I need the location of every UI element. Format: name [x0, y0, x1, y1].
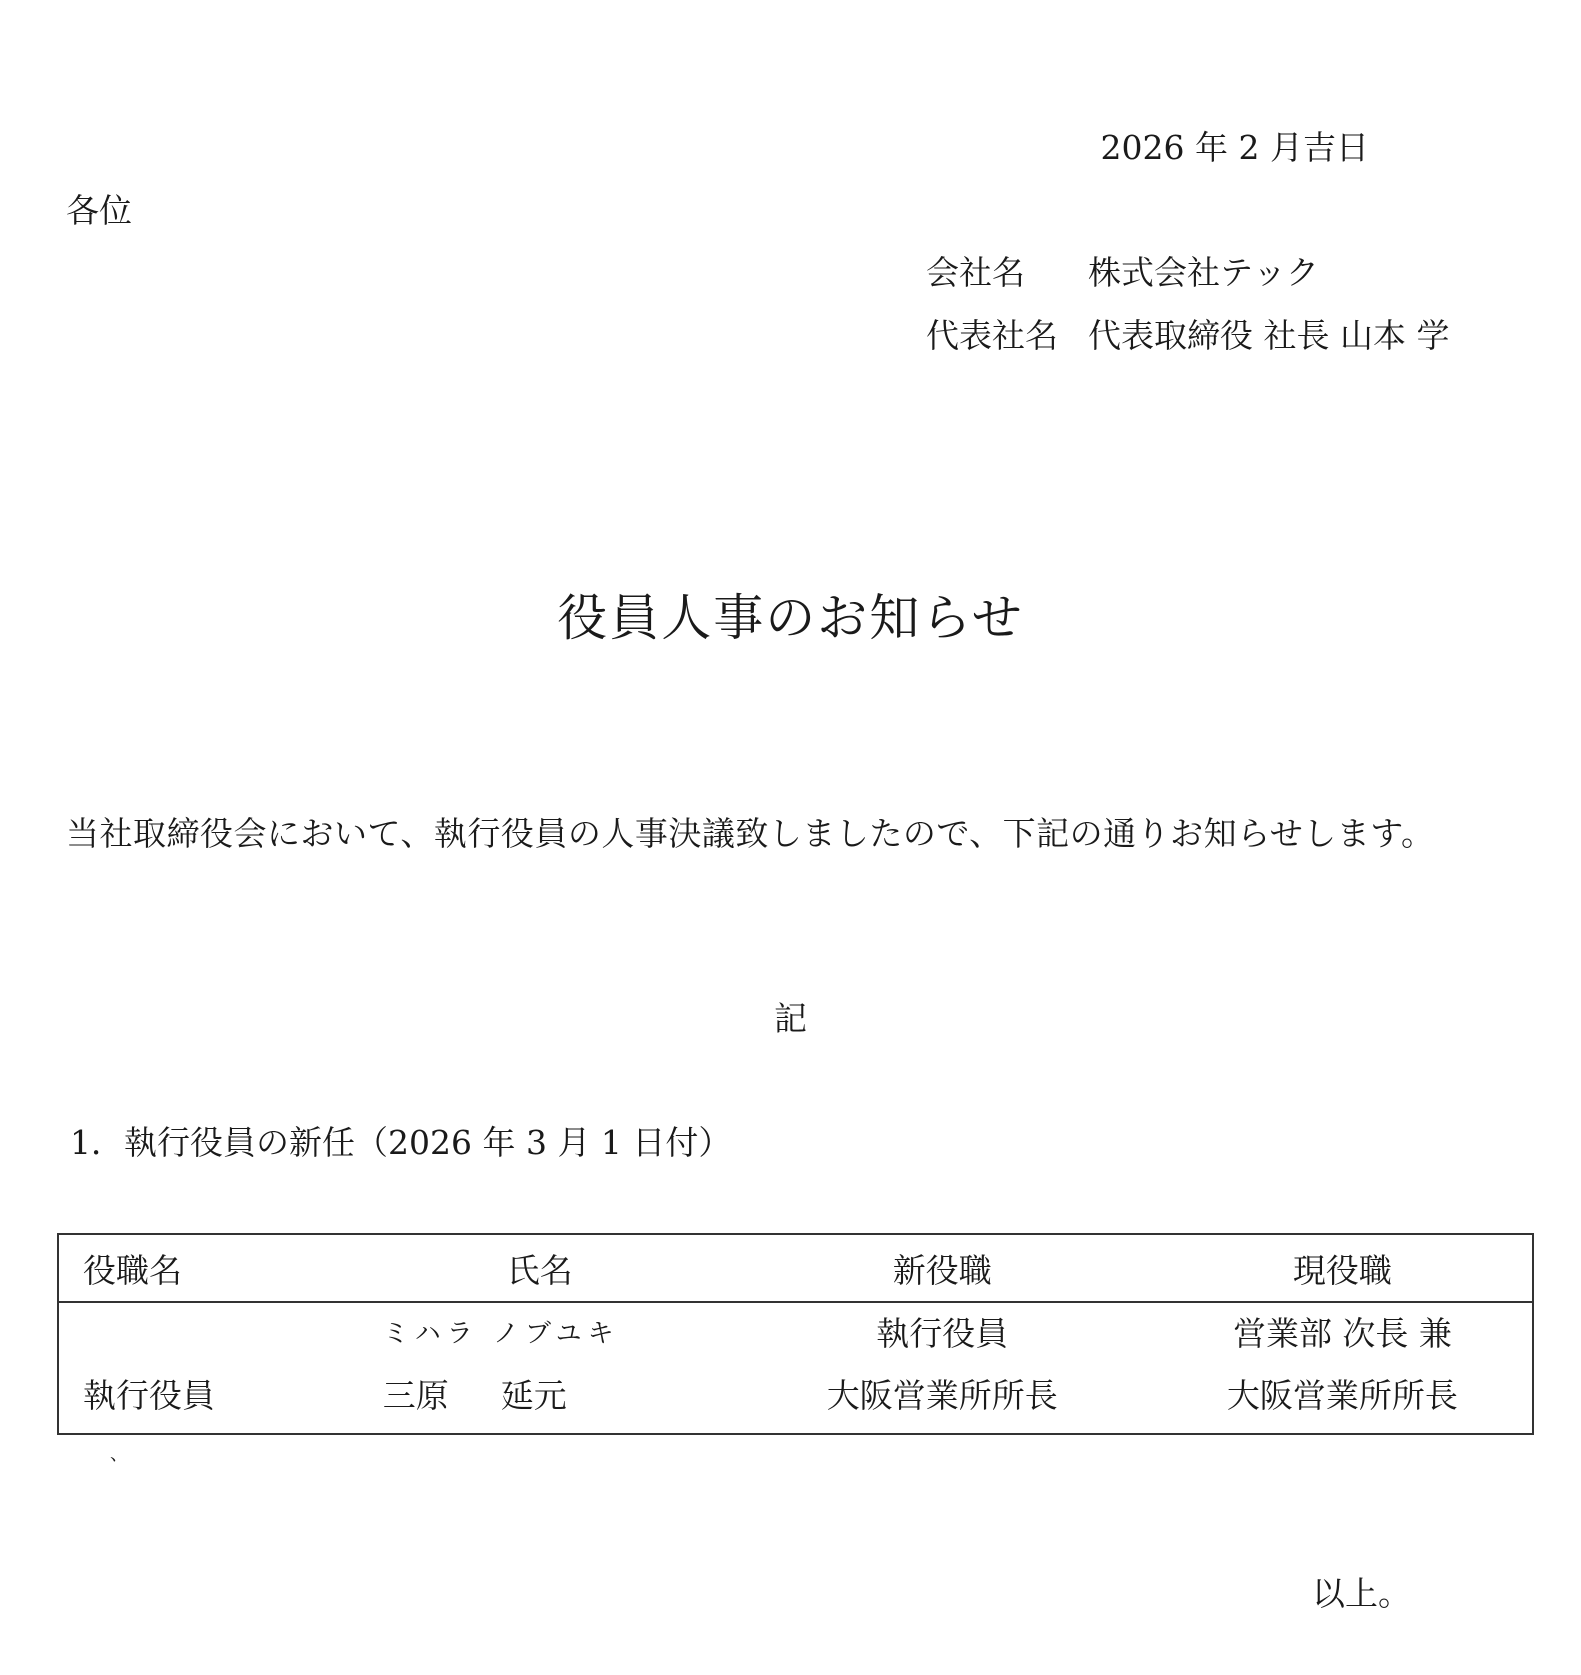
- position-text: 執行役員: [83, 1376, 215, 1415]
- table-header-row: [58, 1234, 1533, 1302]
- table-row: [58, 1302, 1533, 1434]
- stray-mark: 、: [110, 1444, 128, 1465]
- cell-new-role: [732, 1302, 1153, 1434]
- current-role-line2: 大阪営業所所長: [1226, 1376, 1458, 1415]
- header-name: 氏名: [348, 1234, 732, 1302]
- personnel-table: [57, 1233, 1534, 1435]
- cell-position: [58, 1302, 348, 1434]
- header-new-role: 新役職: [732, 1234, 1153, 1302]
- name-line: [383, 1365, 732, 1427]
- representative-label: 代表社名: [926, 316, 1058, 355]
- current-role-line1: 営業部 次長 兼: [1232, 1314, 1452, 1353]
- new-role-line1: 執行役員: [876, 1314, 1009, 1353]
- document-title: 役員人事のお知らせ: [557, 589, 1024, 647]
- name-furigana: ミハラ ノブユキ: [382, 1319, 620, 1349]
- header-position: 役職名: [58, 1234, 348, 1302]
- section-heading: 1．執行役員の新任（2026 年 3 月 1 日付）: [70, 1123, 732, 1162]
- header-current-role: 現役職: [1153, 1234, 1533, 1302]
- cell-name: [348, 1302, 732, 1434]
- addressee: 各位: [66, 191, 132, 230]
- representative-name: 代表取締役 社長 山本 学: [1088, 316, 1450, 355]
- cell-current-role: [1153, 1302, 1533, 1434]
- closing-text: 以上。: [1312, 1574, 1411, 1613]
- ki-heading: 記: [774, 999, 807, 1038]
- given-name: 延元: [500, 1376, 567, 1415]
- body-paragraph: 当社取締役会において、執行役員の人事決議致しましたので、下記の通りお知らせします。: [66, 814, 1435, 853]
- company-label: 会社名: [926, 253, 1025, 292]
- new-role-line2: 大阪営業所所長: [826, 1376, 1058, 1415]
- company-name: 株式会社テック: [1088, 253, 1319, 292]
- document-date: 2026 年 2 月吉日: [1100, 128, 1369, 167]
- family-name: 三原: [382, 1376, 449, 1415]
